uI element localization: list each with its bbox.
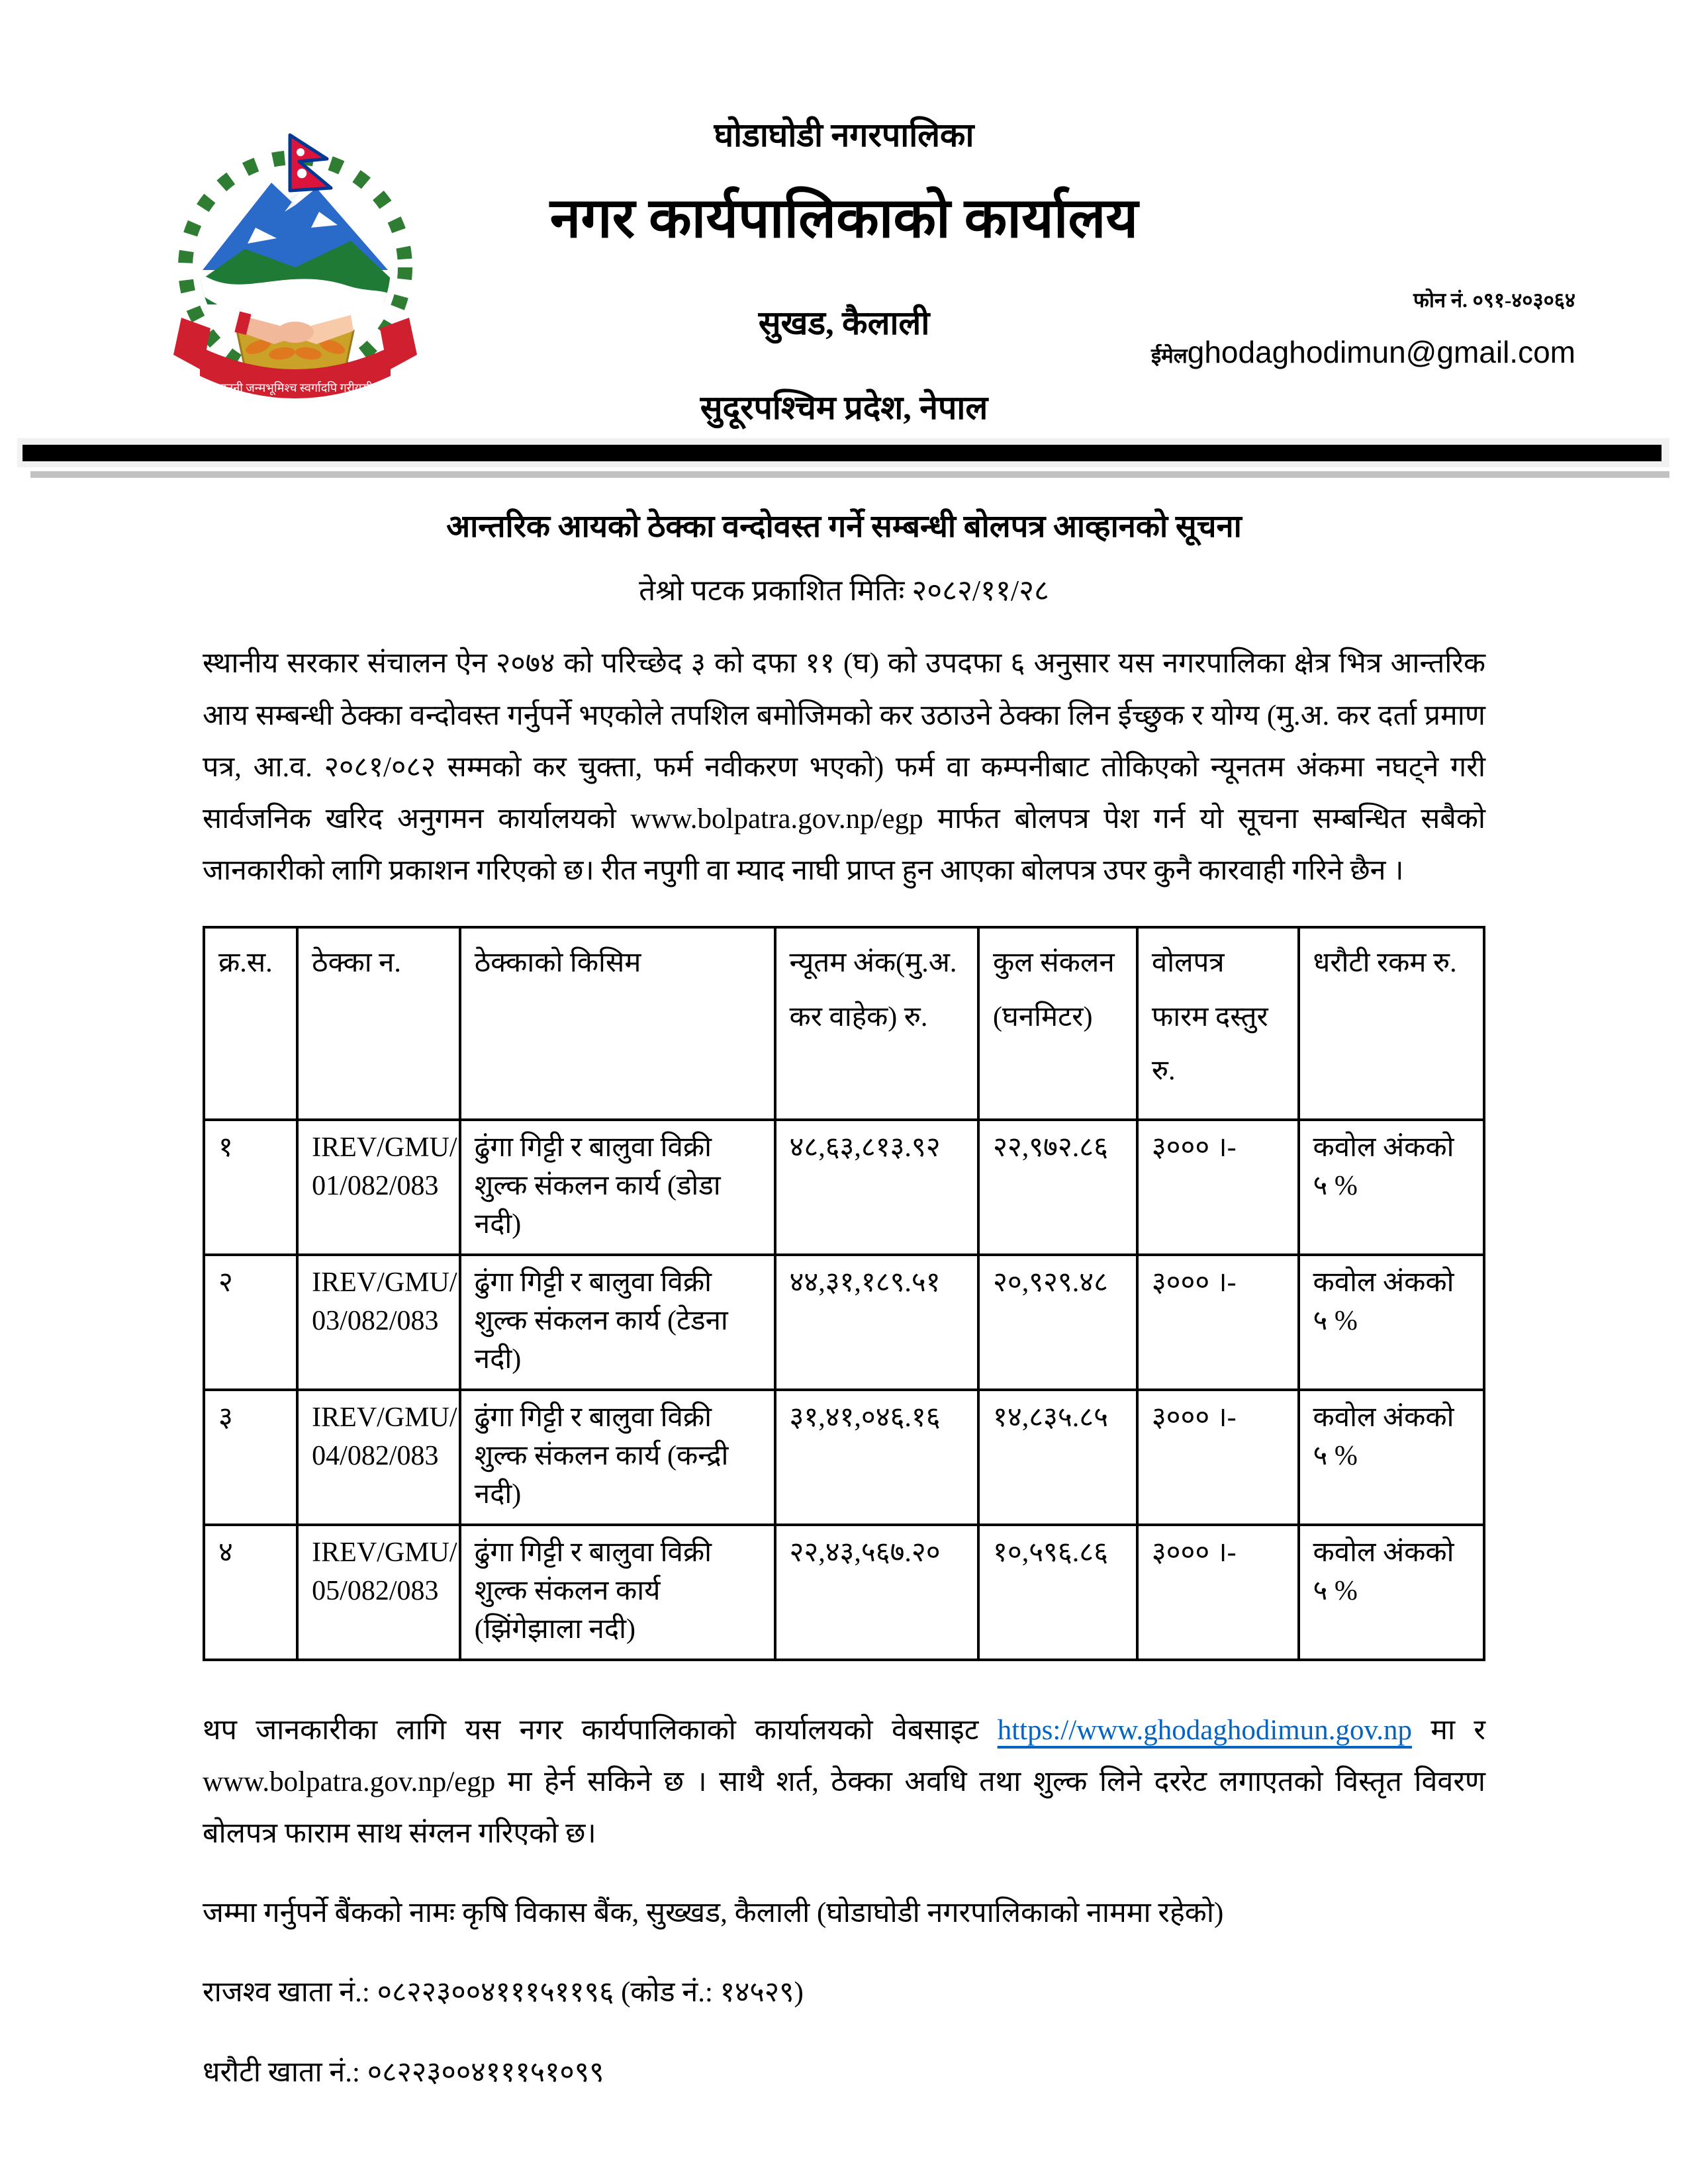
bank-name-line: जम्मा गर्नुपर्ने बैंकको नामः कृषि विकास बैंक, सुख्खड, कैलाली (घोडाघोडी नगरपालिकाको नाममा रहेको)	[203, 1897, 1224, 1929]
contract-no-line2: 01/082/083	[312, 1171, 439, 1202]
letterhead	[0, 0, 1688, 471]
cell-form-fee: ३००० ।-	[1137, 1120, 1299, 1255]
contract-no-line2: 05/082/083	[312, 1575, 439, 1606]
col-header-contract-type: ठेक्काको किसिम	[460, 927, 775, 1120]
address-line-2: सुदूरपश्चिम प्रदेश, नेपाल	[700, 389, 988, 426]
deposit-account-line: धरौटी खाता नं.: ०८२२३००४१११५१०९९	[203, 2056, 604, 2088]
table-row	[204, 1390, 1484, 1525]
cell-serial: १	[204, 1120, 297, 1255]
cell-total-collection: १४,८३५.८५	[978, 1390, 1137, 1525]
cell-serial: ४	[204, 1525, 297, 1660]
col-header-total-collection: कुल संकलन (घनमिटर)	[978, 927, 1137, 1120]
col-header-serial: क्र.स.	[204, 927, 297, 1120]
municipality-name: घोडाघोडी नगरपालिका	[714, 116, 974, 154]
additional-info-paragraph	[203, 1705, 1485, 1860]
table-row	[204, 1120, 1484, 1255]
cell-total-collection: २२,९७२.८६	[978, 1120, 1137, 1255]
notice-content	[203, 508, 1485, 2094]
col-header-min-amount: न्यूतम अंक(मु.अ. कर वाहेक) रु.	[775, 927, 979, 1120]
table-row	[204, 1255, 1484, 1390]
published-date-line: तेश्रो पटक प्रकाशित मितिः २०८२/११/२८	[639, 574, 1049, 608]
header-divider-gray-bar	[30, 471, 1669, 478]
cell-contract-type: ढुंगा गिट्टी र बालुवा विक्री शुल्क संकलन कार्य (डोडा नदी)	[460, 1120, 775, 1255]
phone-number: फोन नं. ०९१-४०३०६४	[1413, 289, 1575, 312]
cell-contract-type: ढुंगा गिट्टी र बालुवा विक्री शुल्क संकलन कार्य (कन्द्री नदी)	[460, 1390, 775, 1525]
contract-no-line1: IREV/GMU/	[312, 1402, 457, 1433]
cell-total-collection: २०,९२९.४८	[978, 1255, 1137, 1390]
address-line-1: सुखड, कैलाली	[758, 304, 930, 341]
cell-contract-type: ढुंगा गिट्टी र बालुवा विक्री शुल्क संकलन कार्य (टेडना नदी)	[460, 1255, 775, 1390]
cell-form-fee: ३००० ।-	[1137, 1390, 1299, 1525]
header-divider-band	[17, 438, 1669, 467]
email-row	[1151, 334, 1575, 370]
col-header-deposit: धरौटी रकम रु.	[1299, 927, 1484, 1120]
contract-no-line1: IREV/GMU/	[312, 1267, 457, 1298]
cell-total-collection: १०,५९६.८६	[978, 1525, 1137, 1660]
cell-min-amount: ४८,६३,८१३.९२	[775, 1120, 979, 1255]
cell-contract-no	[297, 1390, 460, 1525]
notice-title: आन्तरिक आयको ठेक्का वन्दोवस्त गर्ने सम्बन्धी बोलपत्र आव्हानको सूचना	[446, 510, 1242, 544]
cell-deposit: कवोल अंकको ५ %	[1299, 1390, 1484, 1525]
contract-no-line1: IREV/GMU/	[312, 1537, 457, 1568]
tender-table	[203, 926, 1485, 1661]
info-text-after-link: मा र www.bolpatra.gov.np/egp मा हेर्न सकिने छ । साथै शर्त, ठेक्का अवधि तथा शुल्क लिने दररेट लगाएतको विस्तृत विवरण बोलपत्र फाराम साथ संग्लन गरिएको छ।	[203, 1714, 1485, 1850]
cell-min-amount: २२,४३,५६७.२०	[775, 1525, 979, 1660]
revenue-account-line: राजश्व खाता नं.: ०८२२३००४१११५११९६ (कोड नं.: १४५२९)	[203, 1977, 804, 2008]
cell-deposit: कवोल अंकको ५ %	[1299, 1120, 1484, 1255]
table-row	[204, 1525, 1484, 1660]
contract-no-line1: IREV/GMU/	[312, 1132, 457, 1163]
cell-serial: ३	[204, 1390, 297, 1525]
cell-contract-type: ढुंगा गिट्टी र बालुवा विक्री शुल्क संकलन कार्य (झिंगेझाला नदी)	[460, 1525, 775, 1660]
cell-contract-no	[297, 1525, 460, 1660]
col-header-contract-no: ठेक्का न.	[297, 927, 460, 1120]
cell-deposit: कवोल अंकको ५ %	[1299, 1255, 1484, 1390]
cell-deposit: कवोल अंकको ५ %	[1299, 1525, 1484, 1660]
cell-contract-no	[297, 1120, 460, 1255]
email-address: ghodaghodimun@gmail.com	[1187, 335, 1575, 369]
cell-min-amount: ३१,४१,०४६.१६	[775, 1390, 979, 1525]
email-label: ईमेल	[1150, 344, 1188, 367]
contract-no-line2: 03/082/083	[312, 1306, 439, 1337]
header-divider-black-bar	[23, 445, 1662, 461]
cell-serial: २	[204, 1255, 297, 1390]
table-header-row	[204, 927, 1484, 1120]
cell-form-fee: ३००० ।-	[1137, 1255, 1299, 1390]
col-header-form-fee: वोलपत्र फारम दस्तुर रु.	[1137, 927, 1299, 1120]
contract-no-line2: 04/082/083	[312, 1440, 439, 1471]
municipality-website-link[interactable]: https://www.ghodaghodimun.gov.np	[997, 1714, 1412, 1746]
notice-body-paragraph: स्थानीय सरकार संचालन ऐन २०७४ को परिच्छेद ३ को दफा ११ (घ) को उपदफा ६ अनुसार यस नगरपालिका क्षेत्र भित्र आन्तरिक आय सम्बन्धी ठेक्का वन्दोवस्त गर्नुपर्ने भएकोले तपशिल बमोजिमको कर उठाउने ठेक्का लिन ईच्छुक र योग्य (मु.अ. कर दर्ता प्रमाण पत्र, आ.व. २०८१/०८२ सम्मको कर चुक्ता, फर्म नवीकरण भएको) फर्म वा कम्पनीबाट तोकिएको न्यूनतम अंकमा नघट्ने गरी सार्वजनिक खरिद अनुगमन कार्यालयको www.bolpatra.gov.np/egp मार्फत बोलपत्र पेश गर्न यो सूचना सम्बन्धित सबैको जानकारीको लागि प्रकाशन गरिएको छ। रीत नपुगी वा म्याद नाघी प्राप्त हुन आएका बोलपत्र उपर कुनै कारवाही गरिने छैन ।	[203, 648, 1485, 887]
cell-min-amount: ४४,३१,१८९.५१	[775, 1255, 979, 1390]
cell-contract-no	[297, 1255, 460, 1390]
cell-form-fee: ३००० ।-	[1137, 1525, 1299, 1660]
office-title: नगर कार्यपालिकाको कार्यालय	[549, 188, 1139, 250]
info-text-before-link: थप जानकारीका लागि यस नगर कार्यपालिकाको कार्यालयको वेबसाइट	[203, 1714, 998, 1746]
emblem-motto: जननी जन्मभूमिश्च स्वर्गादपि गरीयसी	[217, 381, 373, 394]
header-divider	[17, 438, 1669, 478]
